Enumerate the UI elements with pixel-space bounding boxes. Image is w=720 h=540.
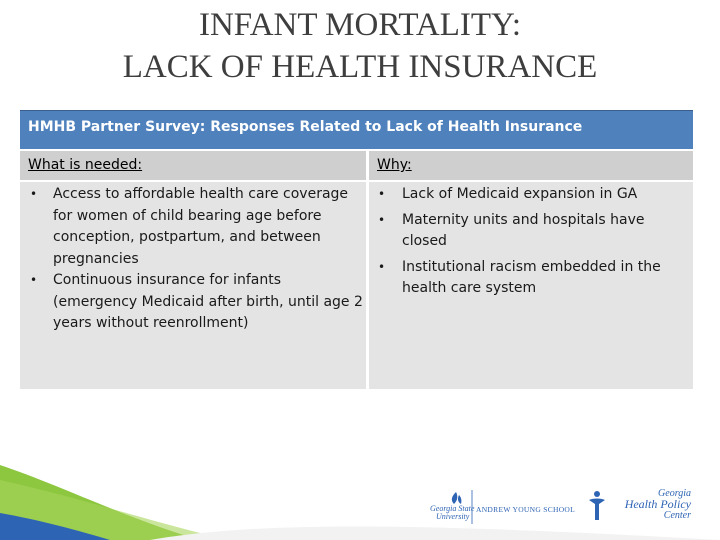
bullet: •	[378, 259, 386, 274]
table-header-text: HMHB Partner Survey: Responses Related to Lack of Health Insurance	[28, 119, 583, 135]
ghpc-wordmark	[611, 488, 691, 521]
bullet: •	[378, 212, 386, 227]
what-is-needed-list	[20, 184, 366, 335]
left-heading-text: What is needed:	[28, 157, 143, 173]
list-item	[369, 210, 693, 253]
what-is-needed-cell	[20, 182, 366, 389]
ghpc-line-1: Georgia	[658, 488, 691, 499]
list-item-text: Lack of Medicaid expansion in GA	[402, 186, 638, 202]
list-item-text: Institutional racism embedded in the health care system	[402, 258, 661, 296]
list-item	[369, 257, 693, 300]
list-item-text: Access to affordable health care coverage for women of child bearing age before conception, postpartum, and between pregnancies	[53, 186, 349, 267]
list-item	[369, 184, 693, 206]
ghpc-figure-icon	[585, 490, 607, 524]
list-item-text: Maternity units and hospitals have closed	[402, 211, 645, 249]
right-heading-text: Why:	[377, 157, 412, 173]
list-item	[20, 184, 366, 270]
ays-wordmark: ANDREW YOUNG SCHOOL	[476, 505, 576, 514]
title-line-2: LACK OF HEALTH INSURANCE	[122, 49, 598, 85]
why-cell	[369, 182, 693, 389]
gsu-line-2: University	[436, 512, 470, 521]
bullet: •	[30, 187, 38, 201]
georgia-health-policy-center-logo	[585, 488, 695, 524]
ghpc-line-3: Center	[663, 510, 691, 521]
column-heading-why	[369, 151, 693, 180]
column-heading-what-is-needed	[20, 151, 366, 180]
andrew-young-school-logo	[428, 490, 576, 524]
why-list	[369, 184, 693, 300]
list-item-text: Continuous insurance for infants (emergency Medicaid after birth, until age 2 years without reenrollment)	[53, 272, 363, 331]
title-line-1: INFANT MORTALITY:	[198, 7, 522, 43]
bullet: •	[30, 273, 38, 287]
bullet: •	[378, 187, 386, 201]
table-header	[20, 110, 693, 149]
page-title	[0, 4, 720, 88]
gray-swoosh	[150, 526, 720, 540]
list-item	[20, 270, 366, 335]
ghpc-line-2: Health Policy	[624, 497, 691, 511]
gsu-wordmark	[430, 505, 474, 521]
gsu-line-1: Georgia State	[430, 504, 475, 513]
